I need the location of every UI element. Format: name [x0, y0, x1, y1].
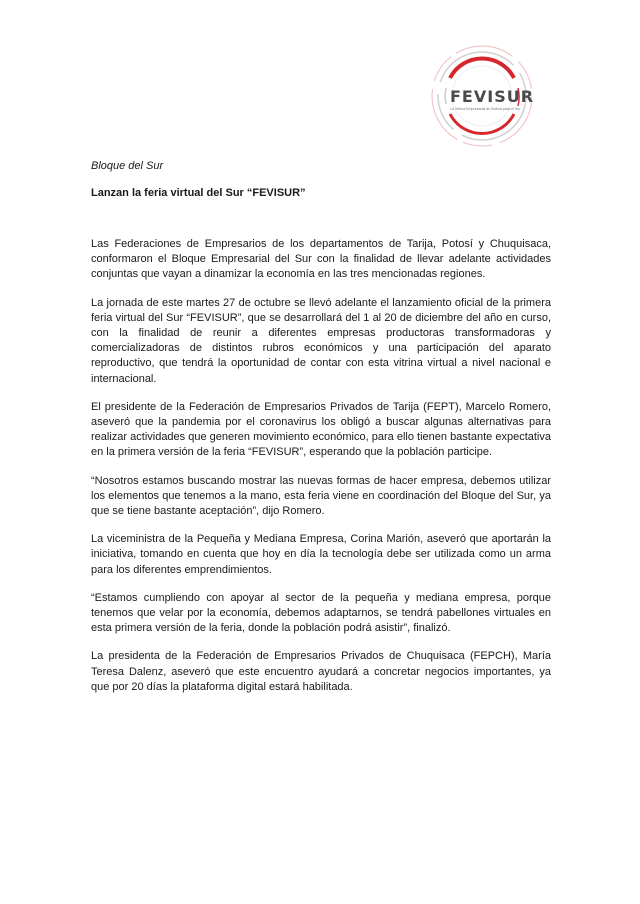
logo-wordmark: FEVISUR [450, 87, 535, 106]
fevisur-logo [428, 38, 535, 150]
paragraph: Las Federaciones de Empresarios de los departamentos de Tarija, Potosí y Chuquisaca, conformaron el Bloque Empresarial del Sur con la finalidad de llevar adelante actividades conjuntas que vayan a dinamizar la economía en las tres mencionadas regiones. [91, 238, 551, 281]
document-title: Lanzan la feria virtual del Sur “FEVISUR” [91, 187, 306, 199]
section-label: Bloque del Sur [91, 160, 164, 172]
paragraph: “Nosotros estamos buscando mostrar las nuevas formas de hacer empresa, debemos utilizar los elementos que tenemos a la mano, esta feria viene en coordinación del Bloque del Sur, ya que se tiene bastante aceptación”, dijo Romero. [91, 474, 551, 518]
paragraph: “Estamos cumpliendo con apoyar al sector de la pequeña y mediana empresa, porque tenemos que velar por la economía, debemos adaptarnos, se tendrá pabellones virtuales en esta primera versión de la feria, donde la población podrá asistir”, finalizó. [91, 591, 551, 635]
logo-tagline: La Vitrina Empresarial de Bolivia para el Sur [450, 107, 521, 111]
paragraph: La presidenta de la Federación de Empresarios Privados de Chuquisaca (FEPCH), María Teresa Dalenz, aseveró que este encuentro ayudará a concretar negocios importantes, ya que por 20 días la plataforma digital estará habilitada. [91, 650, 551, 693]
document-body [91, 237, 551, 708]
paragraph: El presidente de la Federación de Empresarios Privados de Tarija (FEPT), Marcelo Romero, aseveró que la pandemia por el coronavirus los obligó a buscar algunas alternativas para realizar actividades que generen movimiento económico, para ello tienen bastante expectativa en la primera versión de la feria “FEVISUR”, esperando que la población participe. [91, 400, 551, 459]
paragraph: La viceministra de la Pequeña y Mediana Empresa, Corina Marión, aseveró que aportarán la iniciativa, tomando en cuenta que hoy en día la tecnología debe ser utilizada como un arma para los diferentes emprendimientos. [91, 533, 551, 576]
paragraph: La jornada de este martes 27 de octubre se llevó adelante el lanzamiento oficial de la primera feria virtual del Sur “FEVISUR”, que se desarrollará del 1 al 20 de diciembre del año en curso, con la finalidad de reunir a diferentes empresas productoras transformadoras y comercializadoras de distintos rubros económicos y una participación del aparato reproductivo, que tendrá la oportunidad de contar con esta vitrina virtual a nivel nacional e internacional. [91, 296, 551, 385]
